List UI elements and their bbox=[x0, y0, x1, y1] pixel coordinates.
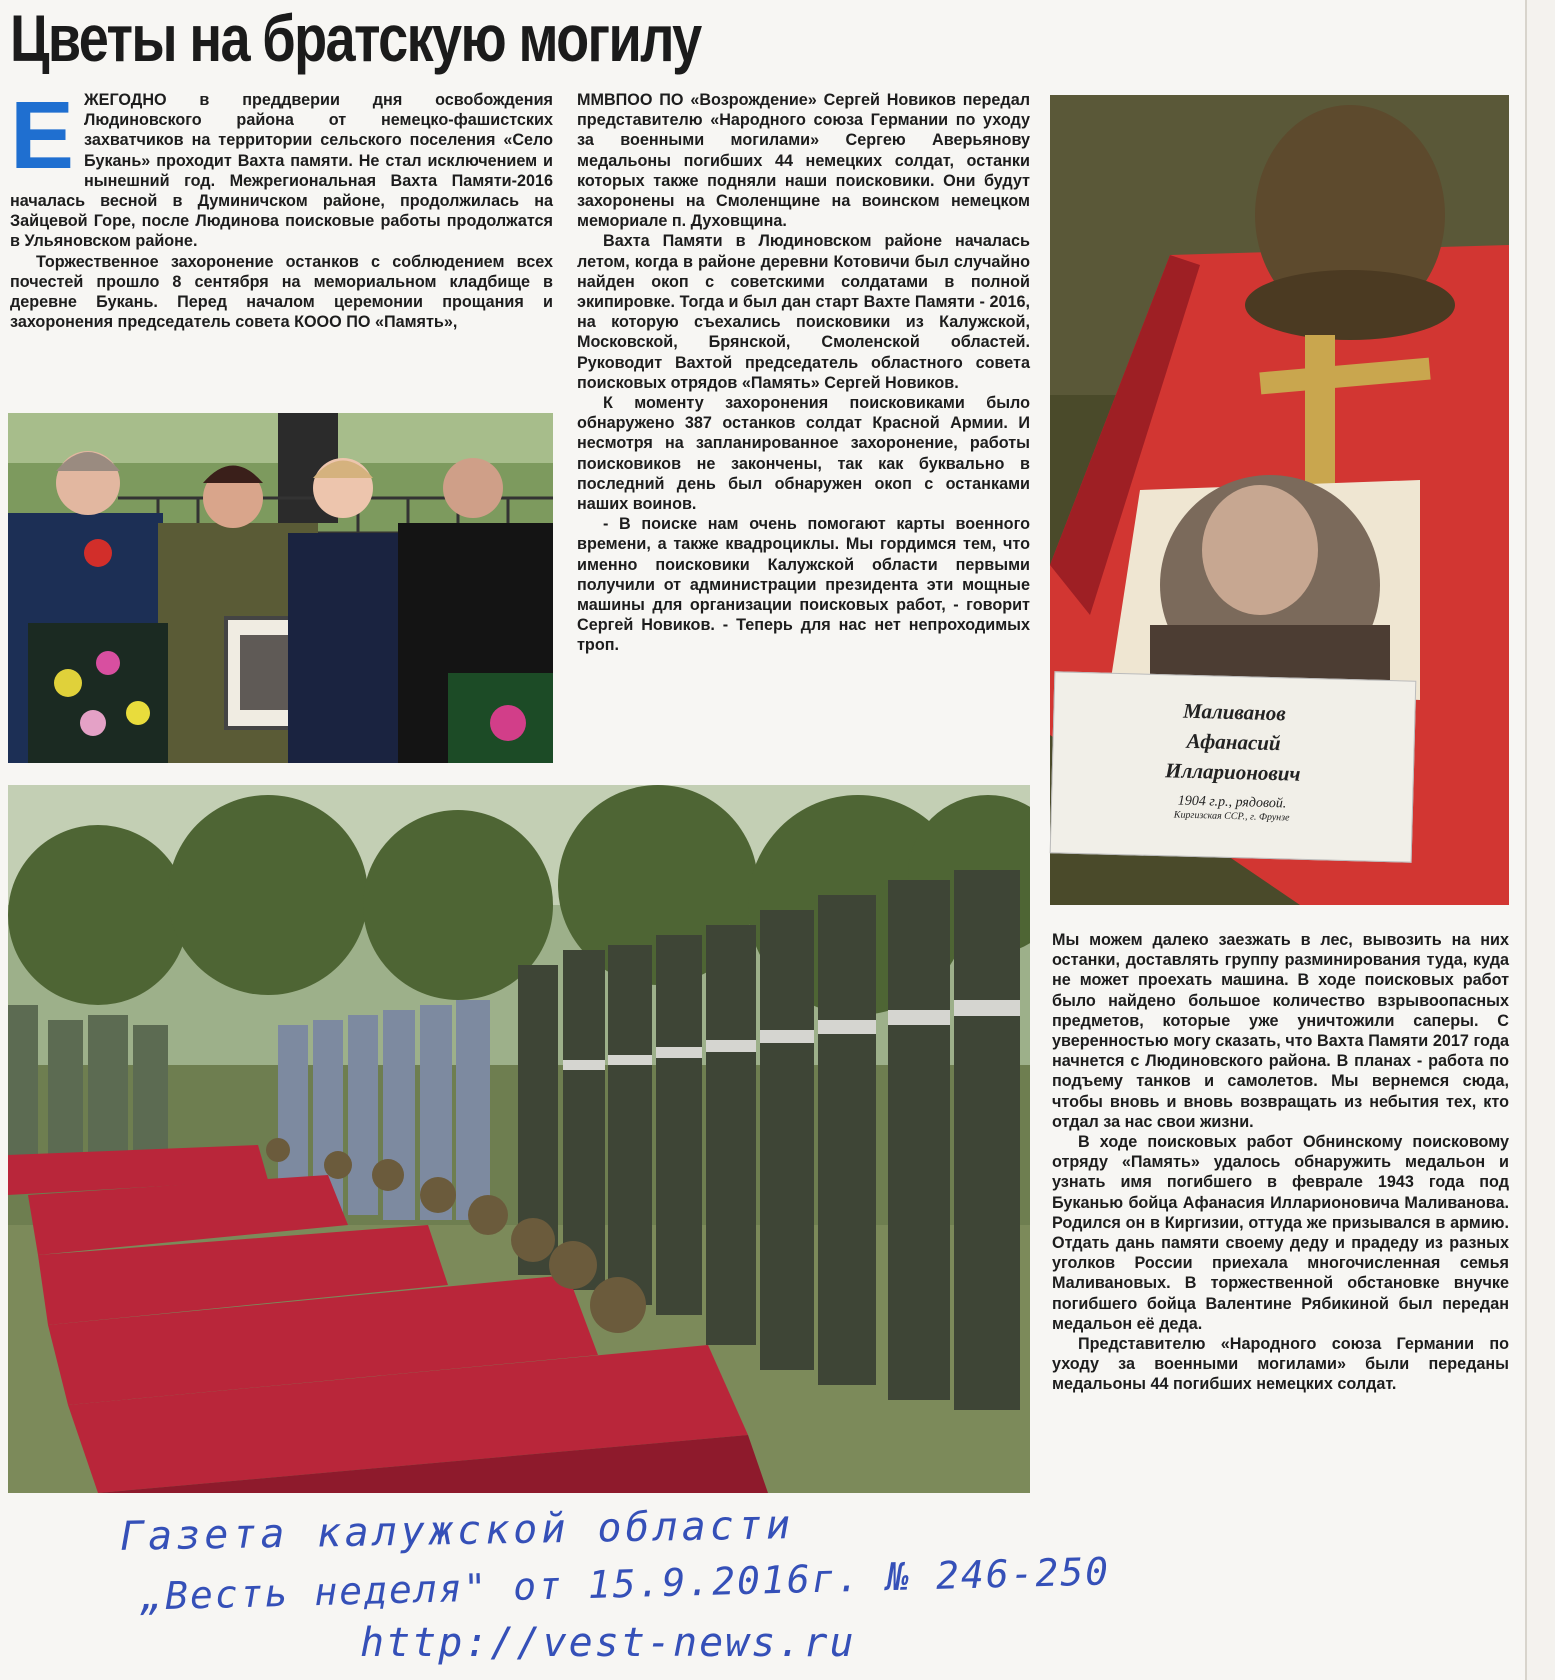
article-column-2 bbox=[577, 90, 1030, 770]
handwritten-source-note-2: „Весть неделя" от 15.9.2016г. № 246-250 bbox=[139, 1549, 1111, 1619]
nameplate-surname: Маливанов bbox=[1182, 698, 1287, 726]
nameplate-origin: Киргизская ССР., г. Фрунзе bbox=[1173, 809, 1290, 824]
paragraph: ЖЕГОДНО в преддверии дня освобождения Людиновского района от немецко-фашистских захватчиков на территории сельского поселения «Село Букань» проходит Вахта памяти. Не стал исключением и нынешний год. Межрегиональная Вахта Памяти-2016 началась весной в Думиничском районе, продолжилась на Зайцевой Горе, после Людинова поисковые работы продолжатся в Ульяновском районе. bbox=[10, 91, 553, 251]
photo-ceremony-group bbox=[8, 413, 553, 763]
paragraph: ММВПОО ПО «Возрождение» Сергей Новиков передал представителю «Народного союза Германии по уходу за военными могилами» Сергею Аверьянову медальоны погибших 44 немецких солдат, останки которых также подняли наши поисковики. Они будут захоронены на Смоленщине на воинском немецком мемориале п. Духовщина. bbox=[577, 91, 1030, 231]
photo-honor-guard-image bbox=[8, 785, 1030, 1493]
drop-cap: Е bbox=[10, 82, 75, 189]
paragraph: В ходе поисковых работ Обнинскому поисковому отряду «Память» удалось обнаружить медальон и узнать имя погибшего в феврале 1943 года под Буканью бойца Афанасия Илларионовича Маливанова. Родился он в Киргизии, оттуда же призывался в армию. Отдать дань памяти своему деду и прадеду из разных уголков России приехала многочисленная семья Маливановых. В торжественной обстановке внучке погибшего бойца Валентине Рябикиной был передан медальон её деда. bbox=[1052, 1133, 1509, 1333]
soldier-nameplate bbox=[1050, 671, 1417, 862]
article-column-1 bbox=[10, 82, 553, 410]
nameplate-firstname: Афанасий bbox=[1186, 728, 1281, 756]
photo-honor-guard-coffins bbox=[8, 785, 1030, 1493]
paragraph: Вахта Памяти в Людиновском районе началась летом, когда в районе деревни Котовичи был случайно найден окоп с советскими солдатами в полной экипировке. Тогда и был дан старт Вахте Памяти - 2016, на которую съехались поисковики из Калужской, Московской, Брянской, Смоленской областей. Руководит Вахтой председатель областного совета поисковых отрядов «Память» Сергей Новиков. bbox=[577, 232, 1030, 392]
paragraph: Представителю «Народного союза Германии по уходу за военными могилами» были переданы медальоны 44 погибших немецких солдат. bbox=[1052, 1335, 1509, 1394]
paragraph: К моменту захоронения поисковиками было обнаружено 387 останков солдат Красной Армии. И несмотря на запланированное захоронение, работы поисковиков не закончены, так как буквально в последний день был обнаружен окоп с останками наших воинов. bbox=[577, 394, 1030, 514]
handwritten-source-note-1: Газета калужской области bbox=[119, 1502, 795, 1560]
article-column-3 bbox=[1052, 930, 1509, 1490]
nameplate-birth: 1904 г.р., рядовой. bbox=[1177, 793, 1287, 812]
paragraph: - В поиске нам очень помогают карты военного времени, а также квадроциклы. Мы гордимся тем, что именно поисковики Калужской области первыми получили от администрации президента эти мощные машины для организации поисковых работ, - говорит Сергей Новиков. - Теперь для нас нет непроходимых троп. bbox=[577, 515, 1030, 655]
photo-ceremony-group-image bbox=[8, 413, 553, 763]
paragraph: Торжественное захоронение останков с соблюдением всех почестей прошло 8 сентября на мемориальном кладбище в деревне Букань. Перед началом церемонии прощания и захоронения председатель совета КОOO ПО «Память», bbox=[10, 252, 553, 332]
paragraph: Мы можем далеко заезжать в лес, вывозить на них останки, доставлять группу разминирования туда, куда не может проехать машина. В ходе поисковых работ было найдено большое количество взрывоопасных предметов, которые уже уничтожили саперы. С уверенностью могу сказать, что Вахта Памяти 2017 года начнется с Людиновского района. В планах - работа по подъему танков и самолетов. Мы вернемся сюда, чтобы вновь и вновь возвращать из небытия тех, кто отдал за нас свои жизни. bbox=[1052, 931, 1509, 1131]
page-title: Цветы на братскую могилу bbox=[10, 1, 701, 75]
handwritten-source-note-3: http://vest-news.ru bbox=[360, 1620, 856, 1666]
nameplate-patronymic: Илларионович bbox=[1164, 758, 1301, 786]
